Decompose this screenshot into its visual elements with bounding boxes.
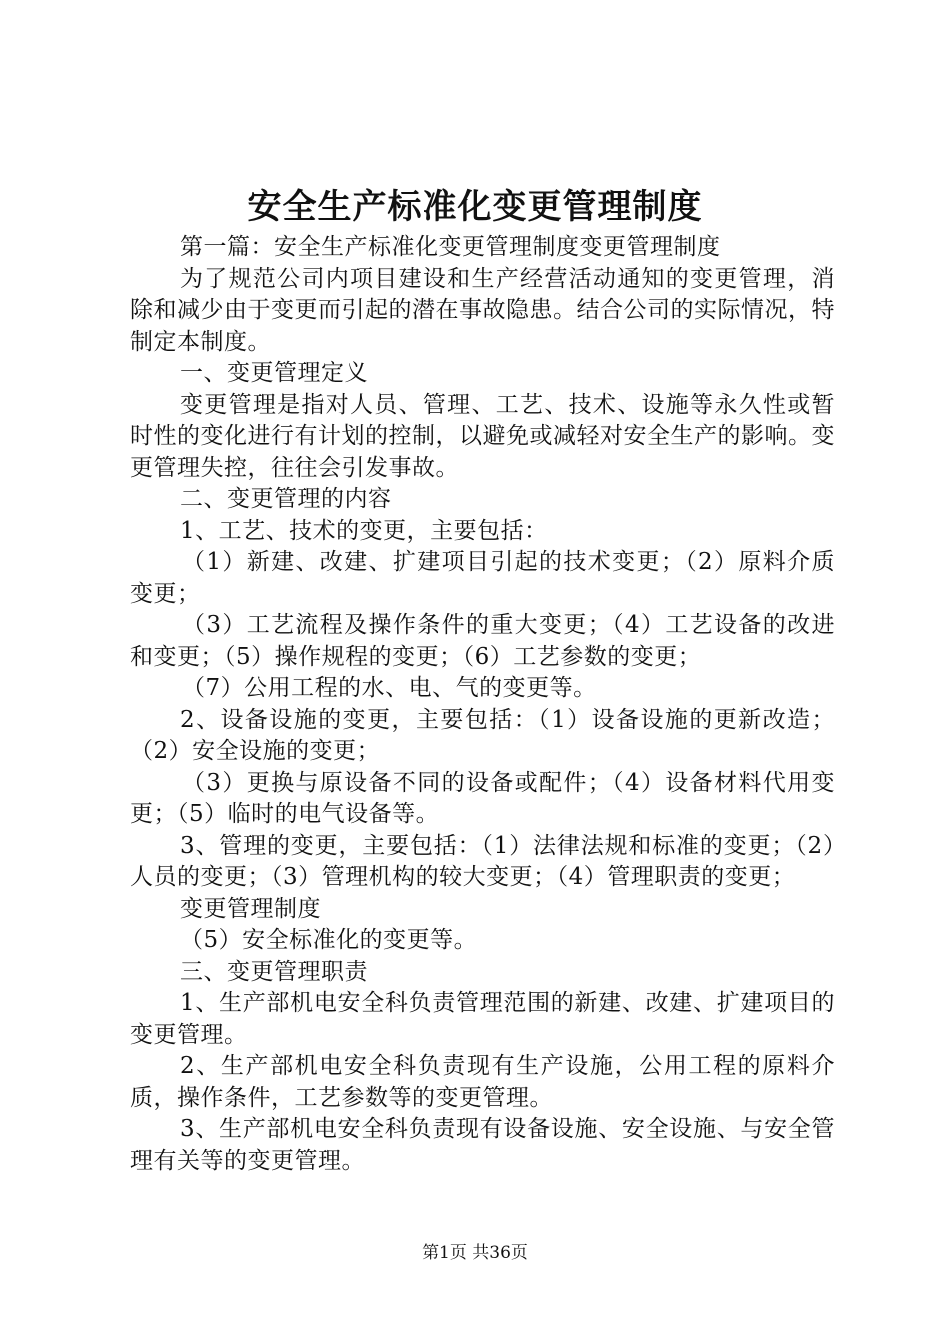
paragraph-responsibility-1: 1、生产部机电安全科负责管理范围的新建、改建、扩建项目的变更管理。 — [130, 990, 835, 1048]
paragraph-process-item-7: （7）公用工程的水、电、气的变更等。 — [182, 675, 597, 701]
paragraph-process-items-1-2: （1）新建、改建、扩建项目引起的技术变更；（2）原料介质变更； — [130, 549, 835, 607]
heading-content: 二、变更管理的内容 — [180, 486, 392, 512]
document-title: 安全生产标准化变更管理制度 — [247, 187, 703, 227]
paragraph-management-change: 3、管理的变更，主要包括：（1）法律法规和标准的变更；（2）人员的变更；（3）管理机构的较大变更；（4）管理职责的变更； — [130, 832, 835, 890]
paragraph-definition: 变更管理是指对人员、管理、工艺、技术、设施等永久性或暂时性的变化进行有计划的控制，以避免或减轻对安全生产的影响。变更管理失控，往往会引发事故。 — [130, 391, 835, 481]
paragraph-process-items-3-6: （3）工艺流程及操作条件的重大变更；（4）工艺设备的改进和变更；（5）操作规程的变更；（6）工艺参数的变更； — [130, 612, 835, 670]
paragraph-subtitle: 变更管理制度 — [180, 895, 321, 922]
paragraph-equipment-items-3-5: （3）更换与原设备不同的设备或配件；（4）设备材料代用变更；（5）临时的电气设备等。 — [130, 769, 835, 827]
paragraph-equipment-change: 2、设备设施的变更，主要包括：（1）设备设施的更新改造；（2）安全设施的变更； — [130, 706, 835, 764]
paragraph-purpose: 为了规范公司内项目建设和生产经营活动通知的变更管理，消除和减少由于变更而引起的潜在事故隐患。结合公司的实际情况，特制定本制度。 — [130, 265, 835, 355]
paragraph-responsibility-3: 3、生产部机电安全科负责现有设备设施、安全设施、与安全管理有关等的变更管理。 — [130, 1116, 835, 1174]
page-number-footer: 第1页 共36页 — [422, 1243, 528, 1263]
heading-definition: 一、变更管理定义 — [180, 360, 368, 386]
heading-responsibilities: 三、变更管理职责 — [180, 958, 368, 985]
paragraph-management-item-5: （5）安全标准化的变更等。 — [180, 927, 478, 953]
paragraph-section-heading: 第一篇：安全生产标准化变更管理制度变更管理制度 — [180, 234, 721, 260]
paragraph-responsibility-2: 2、生产部机电安全科负责现有生产设施，公用工程的原料介质，操作条件，工艺参数等的变更管理。 — [130, 1053, 835, 1111]
document-body — [130, 232, 835, 1177]
paragraph-process-change: 1、工艺、技术的变更，主要包括： — [180, 517, 548, 544]
